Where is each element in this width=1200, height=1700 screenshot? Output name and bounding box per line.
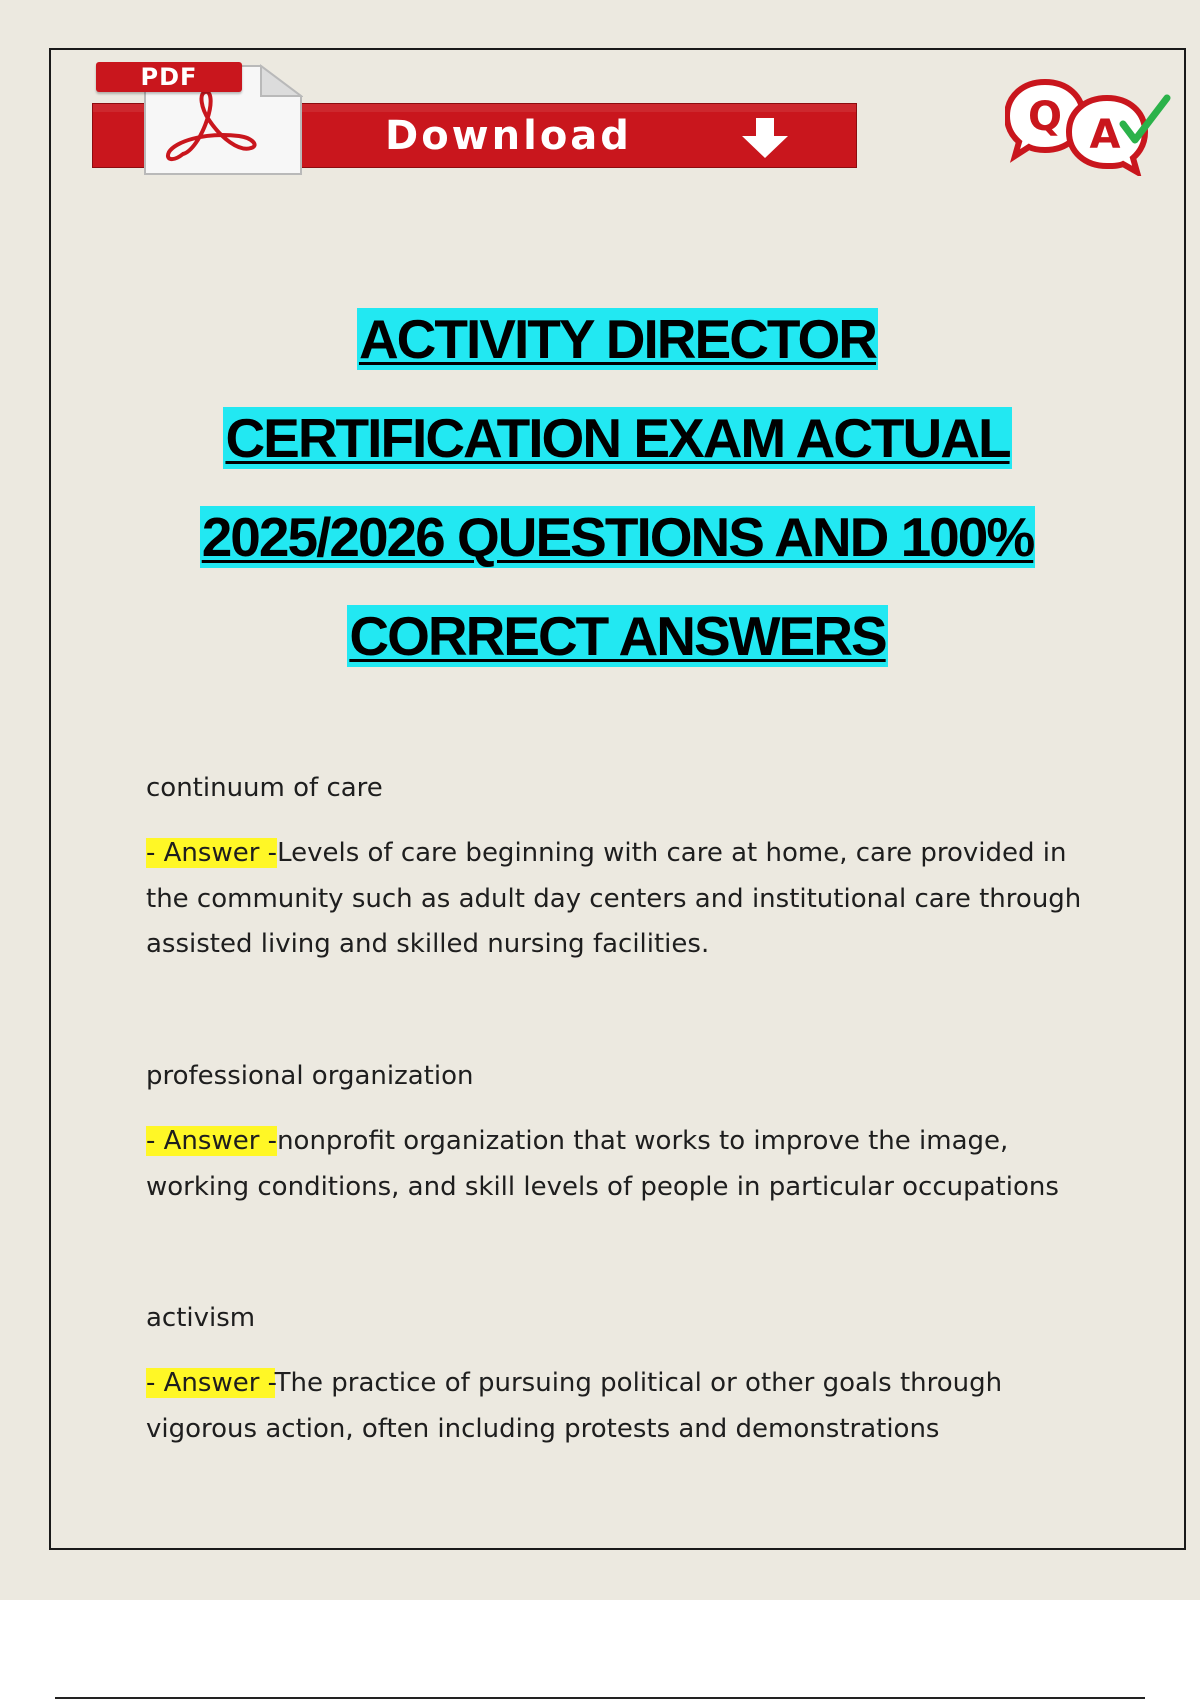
entry-answer — [146, 1119, 1106, 1210]
title-line-text: ACTIVITY DIRECTOR — [358, 308, 877, 370]
title-line-text: CERTIFICATION EXAM ACTUAL — [225, 407, 1010, 469]
qa-entry — [146, 1053, 1106, 1210]
answer-text: nonprofit organization that works to improve the image, working conditions, and skill levels of people in particular occupations — [146, 1126, 1059, 1202]
answer-text: The practice of pursuing political or other goals through vigorous action, often including protests and demonstrations — [146, 1368, 1003, 1444]
entry-answer — [146, 831, 1106, 968]
answer-prefix: - Answer - — [146, 1126, 278, 1156]
entry-term: activism — [146, 1303, 256, 1333]
pdf-tab-label: PDF — [140, 63, 198, 91]
qa-entry — [146, 1295, 1106, 1452]
title-line — [110, 587, 1125, 686]
title-line-text: 2025/2026 QUESTIONS AND 100% — [201, 506, 1034, 568]
title-line — [110, 290, 1125, 389]
download-label[interactable]: Download — [385, 113, 632, 159]
answer-prefix: - Answer - — [146, 1368, 275, 1398]
arrow-down-icon[interactable] — [738, 116, 792, 160]
qa-chat-bubbles-icon — [1005, 76, 1173, 176]
answer-prefix: - Answer - — [146, 838, 278, 868]
entry-term: continuum of care — [146, 773, 383, 803]
qa-entry — [146, 765, 1106, 968]
logo-q-letter: Q — [1027, 94, 1063, 140]
logo-a-letter: A — [1089, 112, 1121, 158]
title-line — [110, 389, 1125, 488]
answer-text: Levels of care beginning with care at home, care provided in the community such as adult day centers and institutional care through assisted living and skilled nursing facilities. — [146, 838, 1082, 959]
document-title — [110, 290, 1125, 686]
page-divider — [55, 1697, 1145, 1699]
title-line — [110, 488, 1125, 587]
entry-term: professional organization — [146, 1061, 474, 1091]
entry-answer — [146, 1361, 1106, 1452]
title-line-text: CORRECT ANSWERS — [349, 605, 886, 667]
